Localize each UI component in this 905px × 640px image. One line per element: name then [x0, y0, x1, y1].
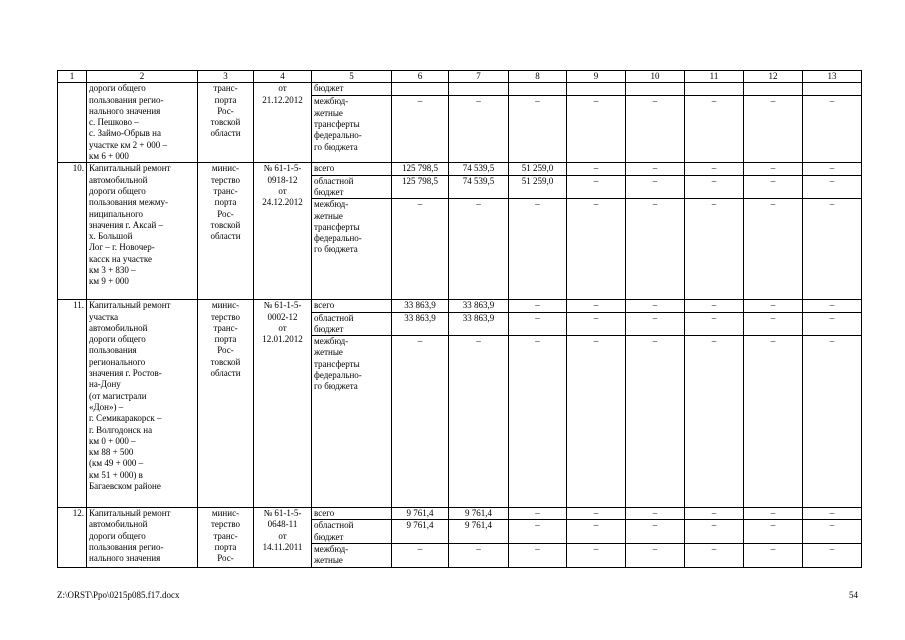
amount-cell: – [509, 520, 567, 544]
footer-page-number: 54 [849, 590, 858, 600]
amount-cell: – [509, 336, 567, 508]
amount-cell: 9 761,4 [449, 508, 509, 520]
header-cell: 8 [509, 71, 567, 83]
amount-cell: – [509, 312, 567, 336]
amount-cell: – [744, 520, 803, 544]
header-cell: 12 [744, 71, 803, 83]
amount-cell: – [803, 336, 862, 508]
amount-cell: – [567, 336, 626, 508]
amount-cell: – [685, 508, 744, 520]
amount-cell: – [567, 163, 626, 175]
header-cell: 13 [803, 71, 862, 83]
amount-cell: – [803, 96, 862, 163]
amount-cell: – [567, 508, 626, 520]
amount-cell: 33 863,9 [392, 312, 449, 336]
amount-cell: – [509, 544, 567, 568]
row-number [58, 83, 87, 163]
amount-cell [803, 83, 862, 96]
amount-cell: – [626, 96, 685, 163]
responsible-org: минис- терство транс- порта Рос- товской области [198, 300, 254, 508]
amount-cell: – [626, 163, 685, 175]
amount-cell: – [392, 336, 449, 508]
funding-source: областной бюджет [312, 312, 392, 336]
amount-cell: 9 761,4 [392, 508, 449, 520]
funding-source: межбюд- жетные [312, 544, 392, 568]
amount-cell: 125 798,5 [392, 163, 449, 175]
table-row [58, 508, 862, 520]
amount-cell: – [392, 199, 449, 300]
object-name: Капитальный ремонт автомобильной дороги общего пользования межму- ниципального значения г. Аксай – х. Большой Лог – г. Новочер- касск на участке км 3 + 830 – км 9 + 000 [87, 163, 198, 300]
amount-cell: – [685, 175, 744, 199]
amount-cell: 33 863,9 [449, 300, 509, 312]
amount-cell: – [626, 508, 685, 520]
object-name: Капитальный ремонт автомобильной дороги общего пользования регио- нального значения [87, 508, 198, 567]
amount-cell: 9 761,4 [392, 520, 449, 544]
funding-source: бюджет [312, 83, 392, 96]
budget-table [57, 70, 862, 568]
header-cell: 10 [626, 71, 685, 83]
amount-cell: 33 863,9 [449, 312, 509, 336]
amount-cell: – [685, 312, 744, 336]
amount-cell: – [685, 544, 744, 568]
amount-cell: – [803, 175, 862, 199]
amount-cell: – [567, 300, 626, 312]
table-row [58, 300, 862, 312]
amount-cell: – [685, 520, 744, 544]
amount-cell [744, 83, 803, 96]
amount-cell: – [449, 96, 509, 163]
header-cell: 5 [312, 71, 392, 83]
header-cell: 9 [567, 71, 626, 83]
footer-file-path: Z:\ORST\Ppo\0215p085.f17.docx [57, 590, 180, 600]
responsible-org: минис- терство транс- порта Рос- товской области [198, 163, 254, 300]
amount-cell: – [685, 300, 744, 312]
amount-cell: – [449, 544, 509, 568]
amount-cell: – [685, 336, 744, 508]
amount-cell: – [744, 163, 803, 175]
amount-cell: – [626, 312, 685, 336]
header-cell: 1 [58, 71, 87, 83]
amount-cell: 9 761,4 [449, 520, 509, 544]
header-cell: 7 [449, 71, 509, 83]
amount-cell [567, 83, 626, 96]
responsible-org: минис- терство транс- порта Рос- [198, 508, 254, 567]
responsible-org: транс- порта Рос- товской области [198, 83, 254, 163]
amount-cell: – [803, 312, 862, 336]
amount-cell: – [685, 96, 744, 163]
amount-cell: – [509, 96, 567, 163]
funding-source: всего [312, 163, 392, 175]
row-number: 12. [58, 508, 87, 567]
header-cell: 4 [254, 71, 312, 83]
funding-source: межбюд- жетные трансферты федерально- го бюджета [312, 96, 392, 163]
object-name: дороги общего пользования регио- нального значения с. Пешково – с. Займо-Обрыв на участке км 2 + 000 – км 6 + 000 [87, 83, 198, 163]
amount-cell: – [803, 520, 862, 544]
amount-cell: – [567, 520, 626, 544]
amount-cell: – [567, 544, 626, 568]
funding-source: областной бюджет [312, 520, 392, 544]
amount-cell: – [803, 300, 862, 312]
amount-cell: – [626, 336, 685, 508]
amount-cell: – [744, 508, 803, 520]
table-row [58, 83, 862, 96]
amount-cell [392, 83, 449, 96]
header-cell: 2 [87, 71, 198, 83]
amount-cell: – [744, 544, 803, 568]
funding-source: межбюд- жетные трансферты федерально- го бюджета [312, 199, 392, 300]
funding-source: всего [312, 508, 392, 520]
amount-cell: – [626, 199, 685, 300]
amount-cell: 125 798,5 [392, 175, 449, 199]
amount-cell: – [567, 175, 626, 199]
amount-cell: – [626, 175, 685, 199]
funding-source: межбюд- жетные трансферты федерально- го бюджета [312, 336, 392, 508]
amount-cell: – [803, 163, 862, 175]
amount-cell: – [509, 199, 567, 300]
amount-cell: – [803, 544, 862, 568]
document-ref: № 61-1-5- 0002-12 от 12.01.2012 [254, 300, 312, 508]
amount-cell: 33 863,9 [392, 300, 449, 312]
header-row [58, 71, 862, 83]
amount-cell: – [626, 544, 685, 568]
amount-cell: – [567, 312, 626, 336]
amount-cell: – [626, 300, 685, 312]
amount-cell: – [449, 199, 509, 300]
amount-cell: 74 539,5 [449, 163, 509, 175]
amount-cell: – [803, 199, 862, 300]
amount-cell: – [744, 96, 803, 163]
object-name: Капитальный ремонт участка автомобильной дороги общего пользования регионального значения г. Ростов- на-Дону (от магистрали «Дон») – г. Семикаракорск – г. Волгодонск на км 0 + 000 – км 88 + 500 (км 49 + 000 – км 51 + 000) в Багаевском районе [87, 300, 198, 508]
document-ref: от 21.12.2012 [254, 83, 312, 163]
header-cell: 6 [392, 71, 449, 83]
amount-cell [509, 83, 567, 96]
document-ref: № 61-1-5- 0648-11 от 14.11.2011 [254, 508, 312, 567]
amount-cell: – [626, 520, 685, 544]
document-ref: № 61-1-5- 0918-12 от 24.12.2012 [254, 163, 312, 300]
amount-cell: – [744, 199, 803, 300]
table-row [58, 163, 862, 175]
amount-cell: – [685, 199, 744, 300]
amount-cell: – [744, 336, 803, 508]
header-cell: 11 [685, 71, 744, 83]
amount-cell: – [744, 312, 803, 336]
amount-cell: – [567, 199, 626, 300]
amount-cell: 74 539,5 [449, 175, 509, 199]
funding-source: областной бюджет [312, 175, 392, 199]
header-cell: 3 [198, 71, 254, 83]
row-number: 10. [58, 163, 87, 300]
row-number: 11. [58, 300, 87, 508]
amount-cell: – [392, 544, 449, 568]
amount-cell: – [744, 300, 803, 312]
amount-cell [685, 83, 744, 96]
amount-cell: 51 259,0 [509, 175, 567, 199]
amount-cell: – [509, 300, 567, 312]
amount-cell: – [803, 508, 862, 520]
amount-cell [626, 83, 685, 96]
amount-cell: – [744, 175, 803, 199]
amount-cell: – [509, 508, 567, 520]
amount-cell [449, 83, 509, 96]
amount-cell: 51 259,0 [509, 163, 567, 175]
amount-cell: – [392, 96, 449, 163]
amount-cell: – [567, 96, 626, 163]
funding-source: всего [312, 300, 392, 312]
amount-cell: – [449, 336, 509, 508]
amount-cell: – [685, 163, 744, 175]
